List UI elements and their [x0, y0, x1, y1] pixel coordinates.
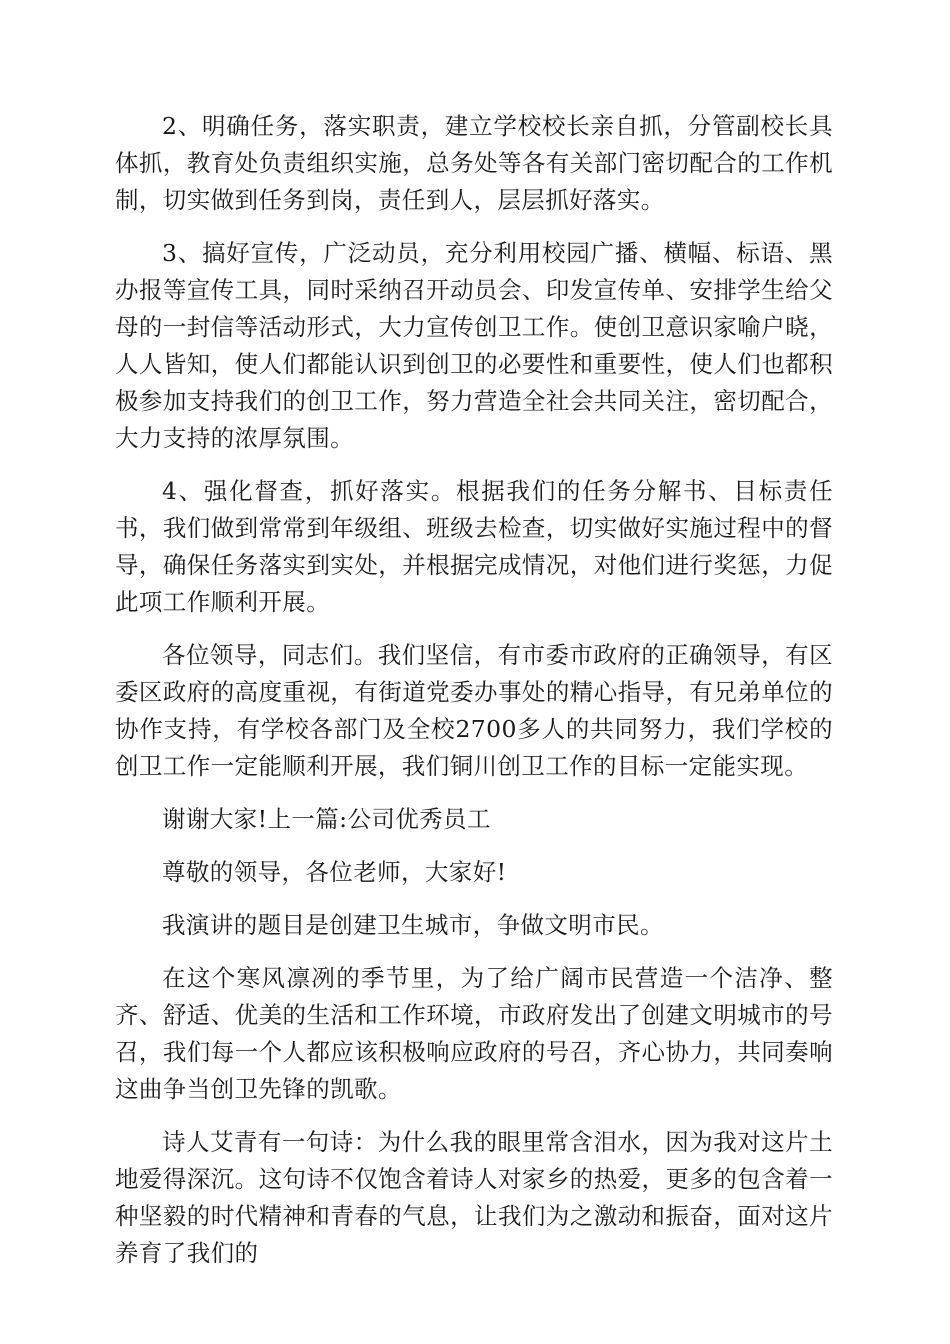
paragraph-supervision: 4、强化督查，抓好落实。根据我们的任务分解书、目标责任书，我们做到常常到年级组、班级去检查，切实做好实施过程中的督导，确保任务落实到实处，并根据完成情况，对他们进行奖惩，力促此项工作顺利开展。	[115, 477, 833, 616]
paragraph-greeting: 尊敬的领导，各位老师，大家好!	[162, 858, 507, 886]
paragraph-thanks: 谢谢大家!上一篇:公司优秀员工	[162, 805, 491, 833]
paragraph-task-assignment: 2、明确任务，落实职责，建立学校校长亲自抓，分管副校长具体抓，教育处负责组织实施，总务处等各有关部门密切配合的工作机制，切实做到任务到岗，责任到人，层层抓好落实。	[115, 112, 833, 214]
paragraph-season: 在这个寒风凛冽的季节里，为了给广阔市民营造一个洁净、整齐、舒适、优美的生活和工作环境，市政府发出了创建文明城市的号召，我们每一个人都应该积极响应政府的号召，齐心协力，共同奏响这曲争当创卫先锋的凯歌。	[115, 964, 833, 1103]
paragraph-speech-topic: 我演讲的题目是创建卫生城市，争做文明市民。	[162, 911, 664, 939]
paragraph-conclusion: 各位领导，同志们。我们坚信，有市委市政府的正确领导，有区委区政府的高度重视，有街道党委办事处的精心指导，有兄弟单位的协作支持，有学校各部门及全校2700多人的共同努力，我们学校的创卫工作一定能顺利开展，我们铜川创卫工作的目标一定能实现。	[115, 641, 833, 780]
paragraph-publicity: 3、搞好宣传，广泛动员，充分利用校园广播、横幅、标语、黑办报等宣传工具，同时采纳召开动员会、印发宣传单、安排学生给父母的一封信等活动形式，大力宣传创卫工作。使创卫意识家喻户晓，人人皆知，使人们都能认识到创卫的必要性和重要性，使人们也都积极参加支持我们的创卫工作，努力营造全社会共同关注，密切配合，大力支持的浓厚氛围。	[115, 239, 833, 452]
document-body	[115, 108, 833, 1288]
paragraph-poem: 诗人艾青有一句诗：为什么我的眼里常含泪水，因为我对这片土地爱得深沉。这句诗不仅饱含着诗人对家乡的热爱，更多的包含着一种坚毅的时代精神和青春的气息，让我们为之激动和振奋，面对这片养育了我们的	[115, 1128, 833, 1267]
